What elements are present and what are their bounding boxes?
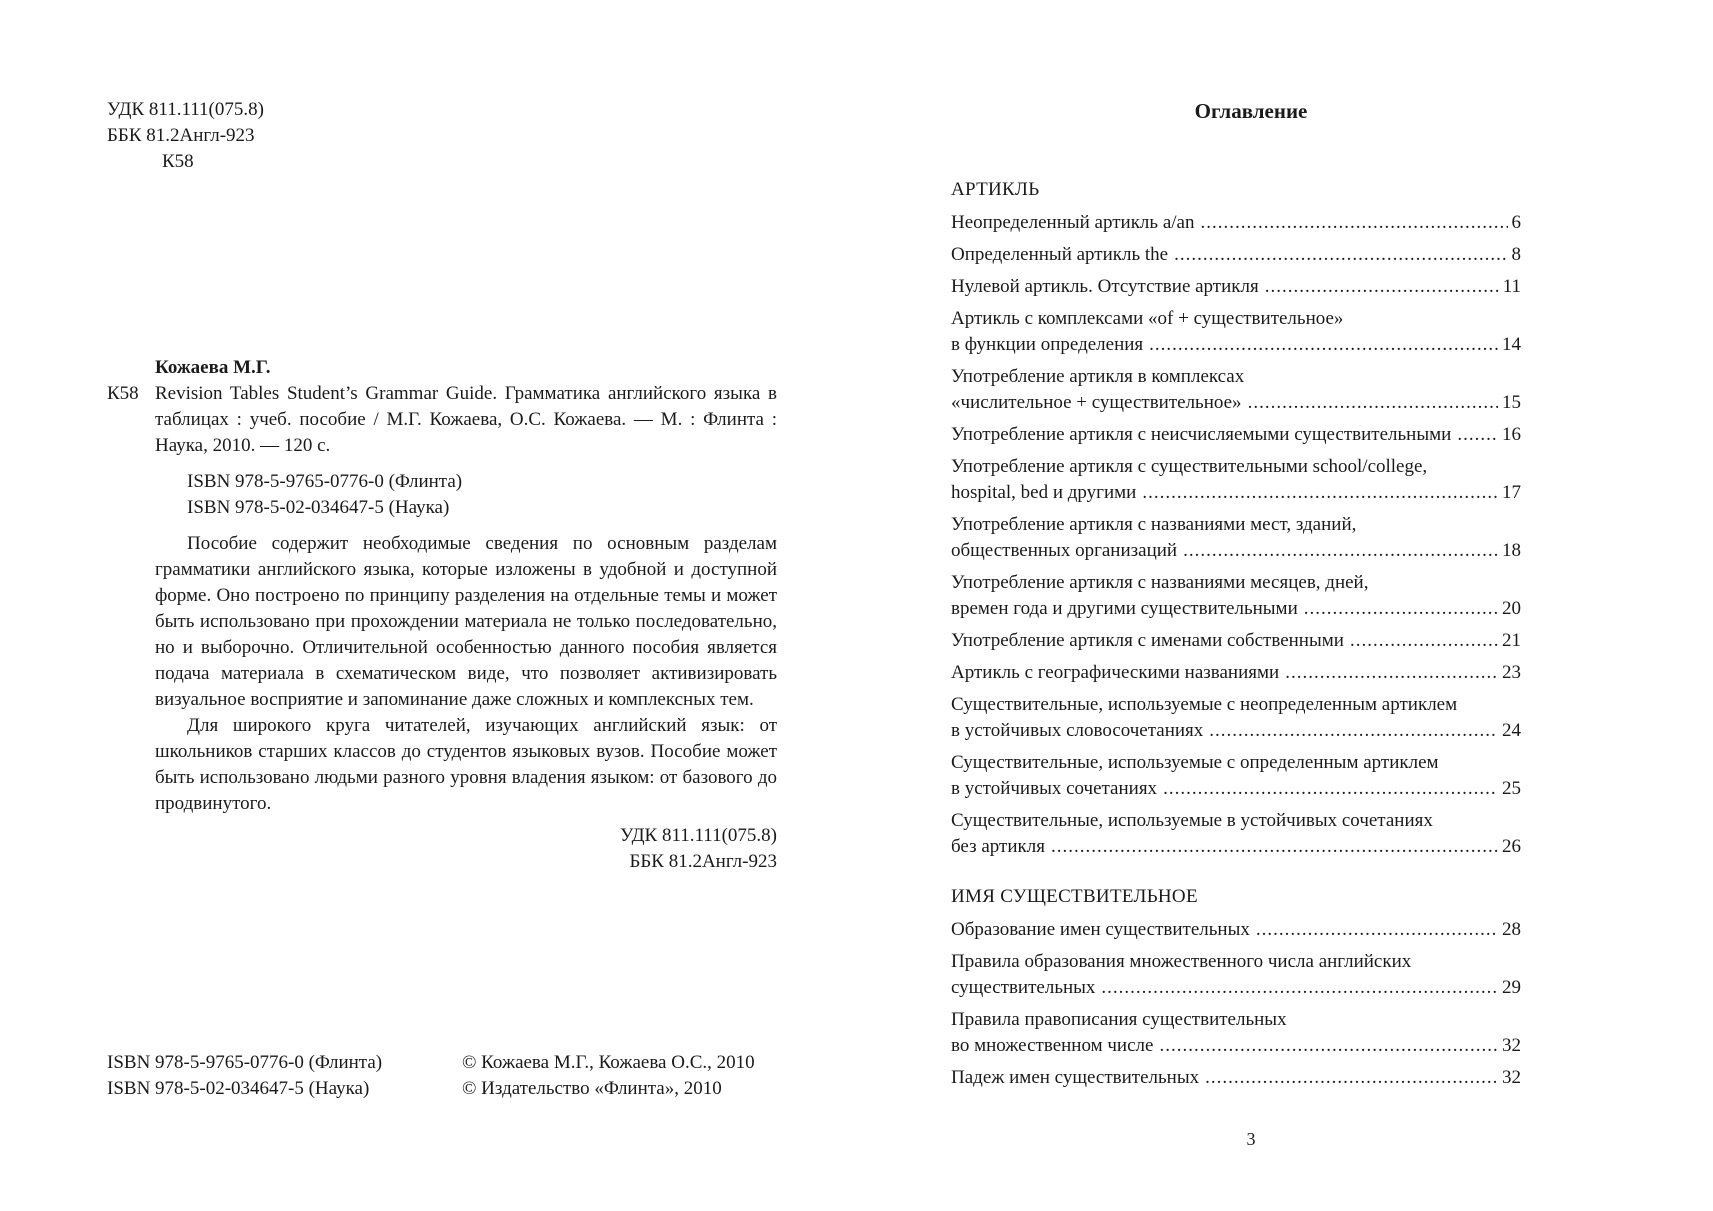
- toc-entry: [951, 750, 1521, 802]
- toc-entry: [951, 242, 1521, 268]
- toc-entries-article: [951, 210, 1521, 860]
- author-name: Кожаева М.Г.: [155, 357, 271, 378]
- dot-leader: [1163, 776, 1498, 802]
- toc-entry-last-line: [951, 834, 1521, 860]
- toc-entry-last-line: [951, 480, 1521, 506]
- toc-entry-title: времен года и другими существительными: [951, 598, 1298, 619]
- record-mark: К58: [107, 383, 139, 404]
- toc-entry-title: Артикль с географическими названиями: [951, 662, 1280, 683]
- dot-leader: [1285, 660, 1498, 686]
- toc-entry-last-line: [951, 975, 1521, 1001]
- copyright-publisher: © Издательство «Флинта», 2010: [462, 1078, 722, 1099]
- copyright-authors: © Кожаева М.Г., Кожаева О.С., 2010: [462, 1052, 755, 1073]
- isbn-flinta: ISBN 978-5-9765-0776-0 (Флинта): [187, 471, 463, 492]
- toc-entry: [951, 660, 1521, 686]
- dot-leader: [1205, 1065, 1498, 1091]
- isbn-list: [107, 469, 777, 521]
- toc-entry: [951, 422, 1521, 448]
- toc-entry-page: 26: [1502, 836, 1521, 857]
- toc-entry-line: Употребление артикля с названиями месяцев, дней,: [951, 572, 1369, 593]
- toc-entry-title: в устойчивых словосочетаниях: [951, 720, 1204, 741]
- dot-leader: [1200, 210, 1507, 236]
- toc-entry-last-line: [951, 628, 1521, 654]
- toc-entry-title: в функции определения: [951, 334, 1144, 355]
- toc-entry-title: «числительное + существительное»: [951, 392, 1242, 413]
- dot-leader: [1174, 242, 1507, 268]
- toc-entry-page: 8: [1511, 244, 1521, 265]
- toc-entry-title: в устойчивых сочетаниях: [951, 778, 1158, 799]
- toc-entry-line: Употребление артикля с названиями мест, зданий,: [951, 514, 1357, 535]
- toc-entry-last-line: [951, 1065, 1521, 1091]
- toc-entry-page: 16: [1502, 424, 1521, 445]
- toc-entry: [951, 210, 1521, 236]
- toc-entry-title: Нулевой артикль. Отсутствие артикля: [951, 276, 1259, 297]
- toc-entry-title: общественных организаций: [951, 540, 1178, 561]
- dot-leader: [1350, 628, 1498, 654]
- toc-entry-last-line: [951, 538, 1521, 564]
- toc-entry-last-line: [951, 596, 1521, 622]
- toc-entry-line: Существительные, используемые с неопределенным артиклем: [951, 694, 1458, 715]
- toc-entry-last-line: [951, 274, 1521, 300]
- toc-entry: [951, 274, 1521, 300]
- toc-entry-last-line: [951, 210, 1521, 236]
- classification-codes: [107, 97, 264, 175]
- toc-entry-page: 28: [1502, 919, 1521, 940]
- toc-entry-title: во множественном числе: [951, 1035, 1154, 1056]
- toc-entry-page: 17: [1502, 482, 1521, 503]
- footer-isbn-flinta: ISBN 978-5-9765-0776-0 (Флинта): [107, 1052, 383, 1073]
- toc-entry-line: Существительные, используемые в устойчивых сочетаниях: [951, 810, 1433, 831]
- toc-entry-line: Существительные, используемые с определенным артиклем: [951, 752, 1439, 773]
- dot-leader: [1256, 917, 1498, 943]
- bibliographic-description: [107, 381, 777, 459]
- udk-code-right: УДК 811.111(075.8): [620, 825, 777, 846]
- toc-entry-line: Употребление артикля в комплексах: [951, 366, 1245, 387]
- dot-leader: [1159, 1033, 1498, 1059]
- left-page: [0, 0, 856, 1211]
- toc-entry: [951, 1007, 1521, 1059]
- toc-entry-title: без артикля: [951, 836, 1045, 857]
- toc-entry-page: 20: [1502, 598, 1521, 619]
- toc-entry-page: 32: [1502, 1067, 1521, 1088]
- dot-leader: [1183, 538, 1498, 564]
- toc-entry-last-line: [951, 776, 1521, 802]
- dot-leader: [1142, 480, 1498, 506]
- dot-leader: [1149, 332, 1498, 358]
- udk-code: УДК 811.111(075.8): [107, 99, 264, 120]
- section-heading-article: АРТИКЛЬ: [951, 179, 1040, 200]
- toc-entry: [951, 512, 1521, 564]
- toc-entry-title: hospital, bed и другими: [951, 482, 1137, 503]
- toc-entry-page: 6: [1511, 212, 1521, 233]
- toc-entry: [951, 692, 1521, 744]
- toc-entry-last-line: [951, 1033, 1521, 1059]
- toc-entry: [951, 949, 1521, 1001]
- toc-entry: [951, 454, 1521, 506]
- page-number: 3: [1246, 1129, 1256, 1149]
- toc-entry-page: 25: [1502, 778, 1521, 799]
- bbk-code: ББК 81.2Англ-923: [107, 125, 255, 146]
- dot-leader: [1051, 834, 1498, 860]
- dot-leader: [1248, 390, 1498, 416]
- toc-entry: [951, 917, 1521, 943]
- toc-entry-page: 21: [1502, 630, 1521, 651]
- dot-leader: [1209, 718, 1498, 744]
- toc-entry-page: 14: [1502, 334, 1521, 355]
- toc-entry-page: 24: [1502, 720, 1521, 741]
- toc-entry-page: 32: [1502, 1035, 1521, 1056]
- annotation-paragraph-1: Пособие содержит необходимые сведения по основным разделам грамматики английского языка, которые изложены в удобной и доступной форме. Оно построено по принципу разделения на отдельные темы и может быть использовано при прохождении материала не только последовательно, но и выборочно. Отличительной особенностью данного пособия является подача материала в схематическом виде, что позволяет активизировать визуальное восприятие и запоминание даже сложных и комплексных тем.: [155, 533, 777, 710]
- toc-entry-line: Употребление артикля с существительными school/college,: [951, 456, 1428, 477]
- codes-right: [155, 823, 777, 875]
- bib-text: Revision Tables Student’s Grammar Guide. Грамматика английского языка в таблицах : учеб. пособие / М.Г. Кожаева, О.С. Кожаева. — М. : Флинта : Наука, 2010. — 120 с.: [155, 383, 777, 456]
- toc-entry-line: Артикль с комплексами «of + существительное»: [951, 308, 1344, 329]
- toc-entry-last-line: [951, 332, 1521, 358]
- dot-leader: [1265, 274, 1499, 300]
- toc-title: Оглавление: [1194, 99, 1308, 123]
- toc-entry-last-line: [951, 660, 1521, 686]
- dot-leader: [1101, 975, 1498, 1001]
- dot-leader: [1457, 422, 1498, 448]
- toc-entry-last-line: [951, 917, 1521, 943]
- toc-entry: [951, 306, 1521, 358]
- isbn-nauka: ISBN 978-5-02-034647-5 (Наука): [187, 497, 450, 518]
- toc-entry-title: Неопределенный артикль a/an: [951, 212, 1195, 233]
- right-page: [856, 0, 1713, 1211]
- dot-leader: [1304, 596, 1498, 622]
- toc-entry-last-line: [951, 718, 1521, 744]
- toc-entry-title: Употребление артикля с неисчисляемыми существительными: [951, 424, 1452, 445]
- toc-entry: [951, 628, 1521, 654]
- toc-entry-page: 18: [1502, 540, 1521, 561]
- bbk-code-right: ББК 81.2Англ-923: [629, 851, 777, 872]
- toc-entry: [951, 364, 1521, 416]
- toc-entry-last-line: [951, 390, 1521, 416]
- toc-entry: [951, 808, 1521, 860]
- table-of-contents: [951, 177, 1521, 1097]
- annotation-paragraph-2: Для широкого круга читателей, изучающих английский язык: от школьников старших классов до студентов языковых вузов. Пособие может быть использовано людьми разного уровня владения языком: от базового до продвинутого.: [155, 715, 777, 814]
- toc-entry-line: Правила образования множественного числа английских: [951, 951, 1412, 972]
- toc-entry-page: 11: [1502, 276, 1521, 297]
- toc-entry: [951, 1065, 1521, 1091]
- toc-entry-title: Употребление артикля с именами собственными: [951, 630, 1344, 651]
- toc-entries-noun: [951, 917, 1521, 1091]
- toc-entry-page: 29: [1502, 977, 1521, 998]
- toc-entry-title: Падеж имен существительных: [951, 1067, 1200, 1088]
- section-heading-noun: ИМЯ СУЩЕСТВИТЕЛЬНОЕ: [951, 886, 1198, 907]
- bibliographic-record: [107, 355, 777, 875]
- imprint-footer: [107, 1050, 787, 1102]
- toc-entry-page: 15: [1502, 392, 1521, 413]
- toc-entry-title: существительных: [951, 977, 1096, 998]
- annotation: [107, 531, 777, 875]
- author-mark: К58: [162, 151, 194, 172]
- toc-entry-line: Правила правописания существительных: [951, 1009, 1287, 1030]
- toc-entry-page: 23: [1502, 662, 1521, 683]
- toc-entry-title: Образование имен существительных: [951, 919, 1250, 940]
- toc-entry-title: Определенный артикль the: [951, 244, 1169, 265]
- toc-entry-last-line: [951, 422, 1521, 448]
- footer-isbn-nauka: ISBN 978-5-02-034647-5 (Наука): [107, 1078, 370, 1099]
- toc-entry-last-line: [951, 242, 1521, 268]
- toc-entry: [951, 570, 1521, 622]
